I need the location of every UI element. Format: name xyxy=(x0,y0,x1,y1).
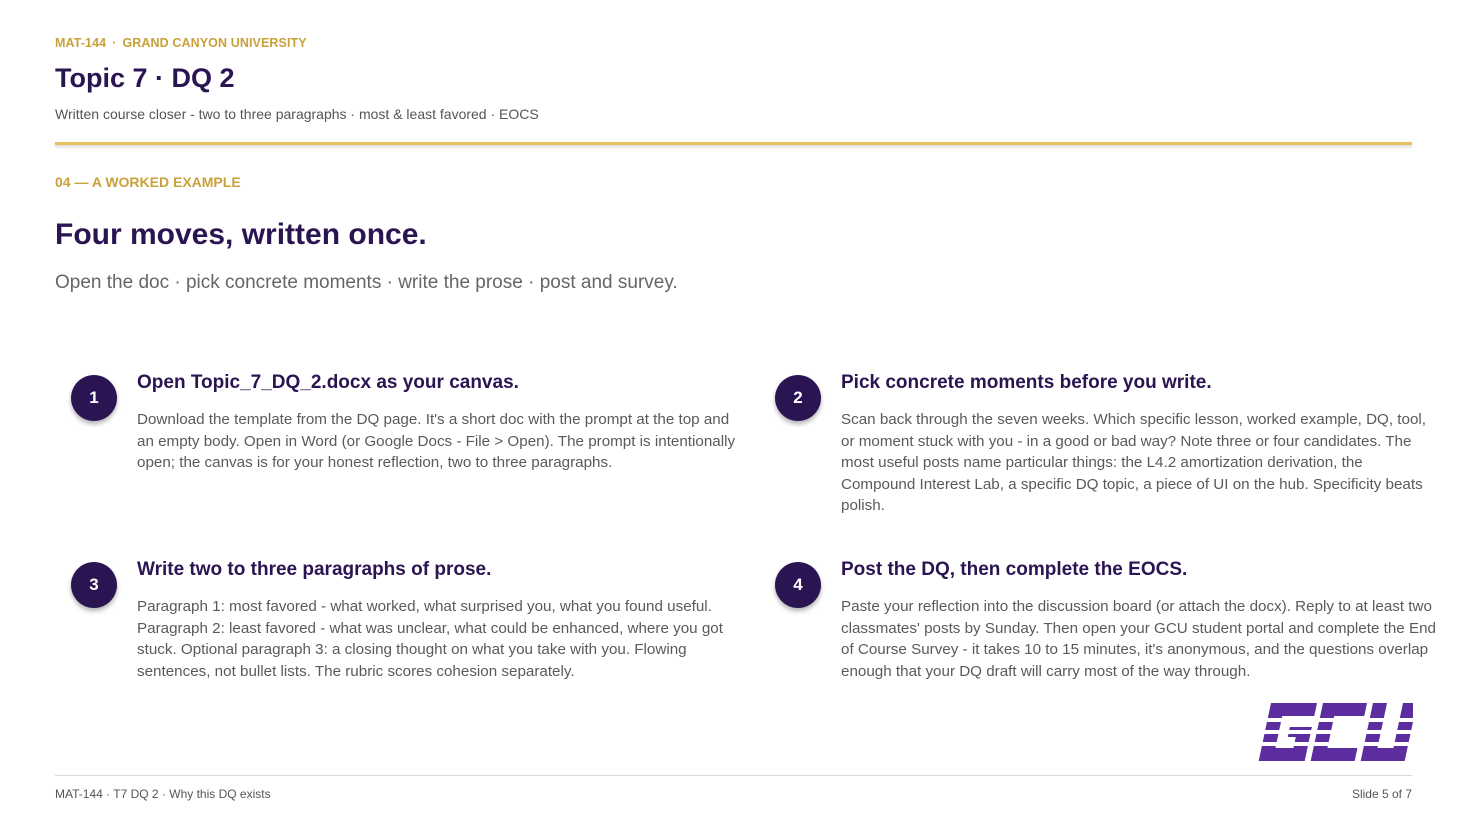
step-body: Scan back through the seven weeks. Which specific lesson, worked example, DQ, tool, or moment stuck with you - in a good or bad way? Note three or four candidates. The most useful posts name particular things: the L4.2 amortization derivation, the Compound Interest Lab, a specific DQ topic, a piece of UI on the hub. Specificity beats polish. xyxy=(841,411,1427,514)
step-number-badge: 4 xyxy=(775,562,821,608)
section-headline: Four moves, written once. xyxy=(55,218,427,251)
university-name: GRAND CANYON UNIVERSITY xyxy=(122,36,307,50)
gcu-logo xyxy=(1257,703,1413,761)
step-title: Post the DQ, then complete the EOCS. xyxy=(841,559,1188,580)
header-divider xyxy=(55,142,1412,145)
slide-counter: Slide 5 of 7 xyxy=(1351,787,1412,801)
page-title: Topic 7 · DQ 2 xyxy=(55,63,235,93)
footer-divider xyxy=(55,775,1412,776)
page-subtitle: Written course closer - two to three paragraphs · most & least favored · EOCS xyxy=(55,106,539,122)
eyebrow-separator: · xyxy=(112,36,117,50)
step-title: Open Topic_7_DQ_2.docx as your canvas. xyxy=(137,372,519,393)
course-eyebrow xyxy=(55,36,307,50)
step-body: Paste your reflection into the discussion board (or attach the docx). Reply to at least two classmates' posts by Sunday. Then open your GCU student portal and complete the End of Course Survey - it takes 10 to 15 minutes, it's anonymous, and the questions overlap enough that your DQ draft will carry most of the way through. xyxy=(841,598,1436,680)
step-title: Write two to three paragraphs of prose. xyxy=(137,559,492,580)
step-body: Download the template from the DQ page. It's a short doc with the prompt at the top and an empty body. Open in Word (or Google Docs - File > Open). The prompt is intentionally open; the canvas is for your honest reflection, two to three paragraphs. xyxy=(137,411,736,471)
section-lede: Open the doc · pick concrete moments · write the prose · post and survey. xyxy=(55,272,678,293)
footer-caption: MAT-144 · T7 DQ 2 · Why this DQ exists xyxy=(55,787,271,801)
step-number-badge: 3 xyxy=(71,562,117,608)
step-body: Paragraph 1: most favored - what worked, what surprised you, what you found useful. Paragraph 2: least favored - what was unclear, what could be enhanced, where you got stuck. Optional paragraph 3: a closing thought on what you take with you. Flowing sentences, not bullet lists. The rubric scores cohesion separately. xyxy=(137,598,723,680)
step-title: Pick concrete moments before you write. xyxy=(841,372,1212,393)
step-number-badge: 2 xyxy=(775,375,821,421)
course-code: MAT-144 xyxy=(55,36,107,50)
section-label: 04 — A WORKED EXAMPLE xyxy=(55,174,241,190)
step-number-badge: 1 xyxy=(71,375,117,421)
